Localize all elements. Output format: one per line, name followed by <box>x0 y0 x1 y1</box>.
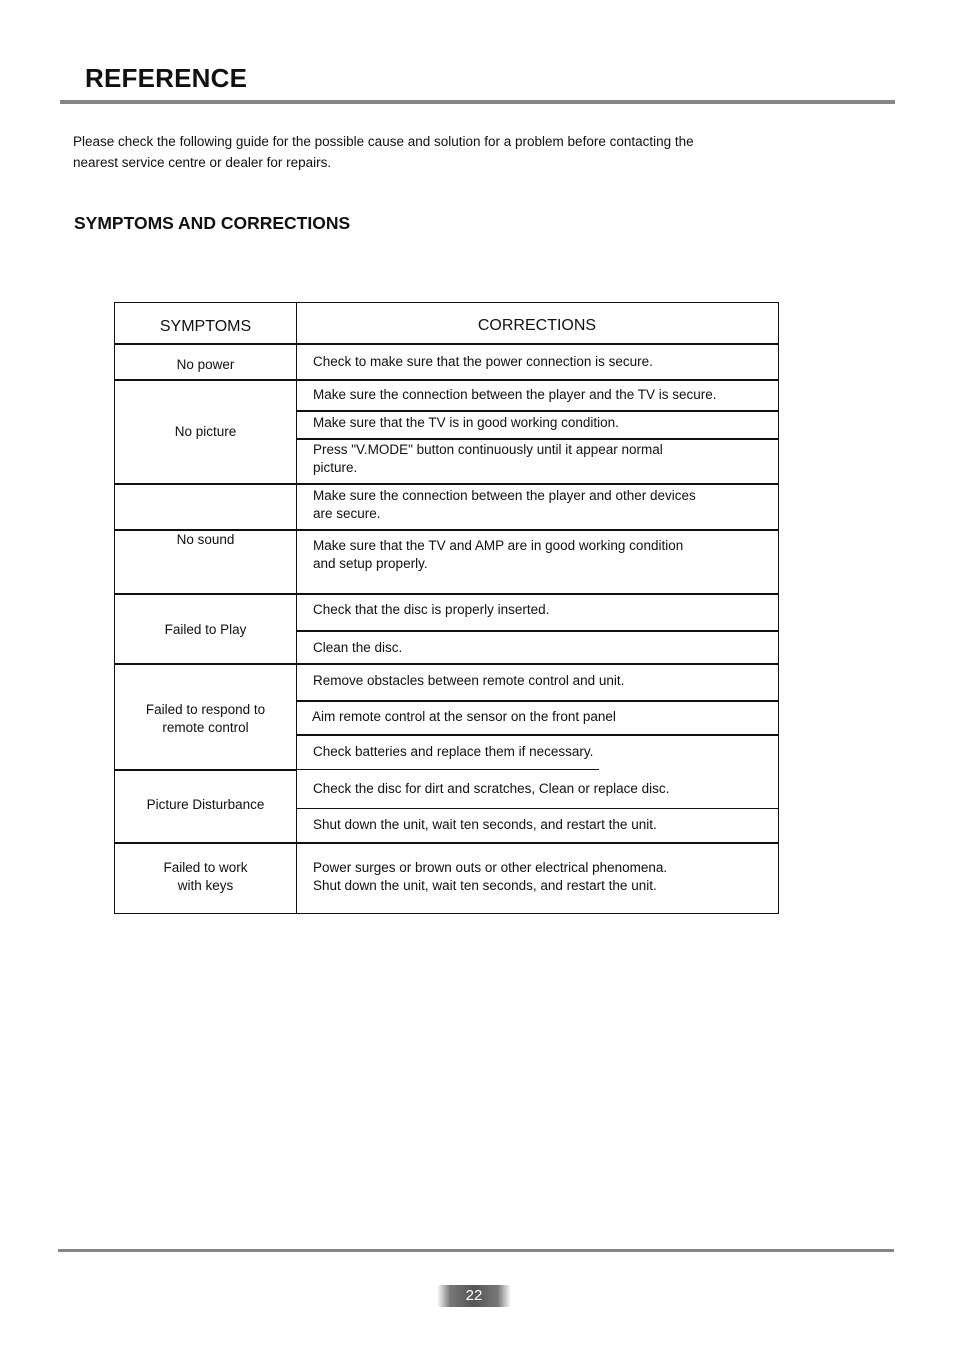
correction-line: Shut down the unit, wait ten seconds, and restart the unit. <box>313 878 657 893</box>
row-divider <box>115 842 778 844</box>
footer-divider <box>58 1249 894 1252</box>
section-heading: SYMPTOMS AND CORRECTIONS <box>74 213 351 233</box>
correction-disturb-1: Check the disc for dirt and scratches, Clean or replace disc. <box>313 781 670 796</box>
symptom-line: Failed to work <box>163 860 248 875</box>
header-corrections: CORRECTIONS <box>477 317 597 334</box>
symptom-line: Failed to respond to <box>145 702 266 717</box>
header-symptoms: SYMPTOMS <box>159 318 252 335</box>
symptom-line: remote control <box>162 720 249 735</box>
row-divider <box>296 808 778 809</box>
correction-remote-3: Check batteries and replace them if necessary. <box>313 744 594 759</box>
row-divider <box>115 343 778 345</box>
correction-play-1: Check that the disc is properly inserted. <box>313 602 550 617</box>
intro-line: nearest service centre or dealer for repairs. <box>73 155 332 170</box>
correction-sound-2 <box>313 537 763 573</box>
page-number: 22 <box>437 1285 511 1307</box>
correction-keys-1 <box>313 859 763 895</box>
row-divider <box>115 769 296 771</box>
correction-line: picture. <box>313 460 358 475</box>
symptom-picture-disturbance: Picture Disturbance <box>146 797 265 812</box>
correction-picture-2: Make sure that the TV is in good working condition. <box>313 415 619 430</box>
row-divider <box>115 483 778 485</box>
page-title: REFERENCE <box>85 63 248 93</box>
row-divider <box>115 593 778 595</box>
correction-line: Make sure that the TV and AMP are in good working condition <box>313 538 684 553</box>
correction-power-1: Check to make sure that the power connection is secure. <box>313 354 653 369</box>
correction-line: and setup properly. <box>313 556 428 571</box>
symptom-failed-keys <box>115 859 296 895</box>
row-divider <box>296 410 778 412</box>
symptom-no-picture: No picture <box>174 424 237 439</box>
correction-remote-2: Aim remote control at the sensor on the front panel <box>312 709 616 724</box>
symptom-line: with keys <box>177 878 234 893</box>
header-divider <box>60 100 895 104</box>
correction-line: Make sure the connection between the player and other devices <box>313 488 696 503</box>
row-divider <box>296 438 778 440</box>
symptom-no-power: No power <box>176 357 235 372</box>
correction-disturb-2: Shut down the unit, wait ten seconds, and restart the unit. <box>313 817 657 832</box>
row-divider <box>296 700 778 702</box>
column-divider <box>296 303 297 913</box>
row-divider <box>296 734 778 736</box>
row-divider <box>296 769 599 770</box>
correction-play-2: Clean the disc. <box>313 640 403 655</box>
symptom-failed-to-respond <box>115 701 296 737</box>
correction-sound-1 <box>313 487 763 523</box>
correction-remote-1: Remove obstacles between remote control and unit. <box>313 673 625 688</box>
correction-line: Press "V.MODE" button continuously until it appear normal <box>313 442 663 457</box>
correction-line: Power surges or brown outs or other electrical phenomena. <box>313 860 668 875</box>
symptom-failed-to-play: Failed to Play <box>164 622 247 637</box>
correction-line: are secure. <box>313 506 381 521</box>
row-divider <box>296 630 778 632</box>
row-divider <box>115 663 778 665</box>
symptoms-corrections-table <box>114 302 779 914</box>
row-divider <box>115 379 778 381</box>
correction-picture-1: Make sure the connection between the player and the TV is secure. <box>313 387 717 402</box>
intro-line: Please check the following guide for the possible cause and solution for a problem before contacting the <box>73 134 694 149</box>
intro-paragraph <box>73 131 773 173</box>
correction-picture-3 <box>313 441 763 477</box>
symptom-no-sound: No sound <box>176 532 235 547</box>
